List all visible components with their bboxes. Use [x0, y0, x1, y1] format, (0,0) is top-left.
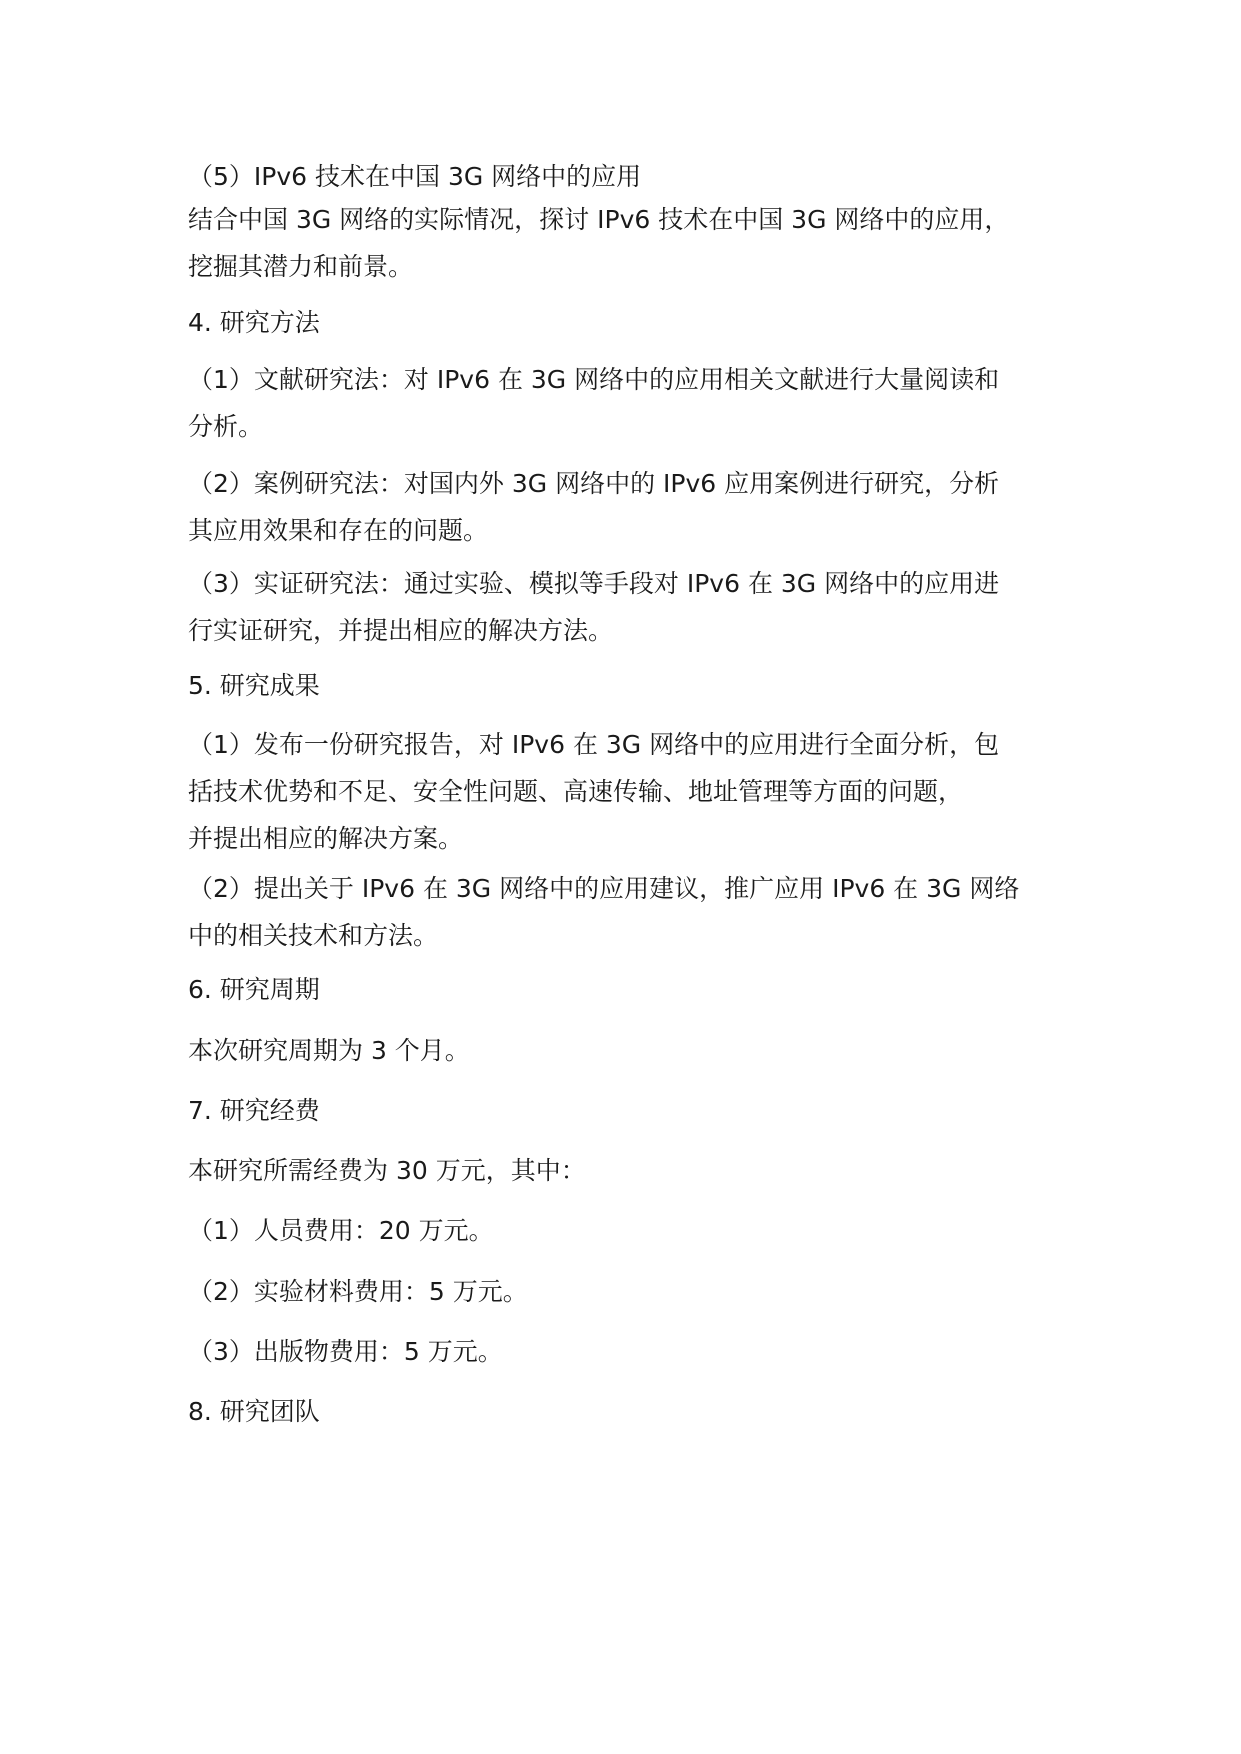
paragraph-ipv6-china-3g-body — [188, 196, 1068, 290]
paragraph-line: （2）案例研究法：对国内外 3G 网络中的 IPv6 应用案例进行研究，分析 — [188, 469, 1000, 498]
section-heading-research-team — [188, 1388, 1068, 1435]
paragraph-line: 其应用效果和存在的问题。 — [188, 516, 489, 545]
paragraph-line: （1）文献研究法：对 IPv6 在 3G 网络中的应用相关文献进行大量阅读和 — [188, 365, 1000, 394]
section-heading-research-results — [188, 662, 1068, 709]
section-heading-text: 6. 研究周期 — [188, 975, 320, 1004]
paragraph-line: （3）实证研究法：通过实验、模拟等手段对 IPv6 在 3G 网络中的应用进 — [188, 569, 1000, 598]
paragraph-line: （1）人员费用：20 万元。 — [188, 1216, 494, 1245]
section-heading-text: 4. 研究方法 — [188, 308, 320, 337]
paragraph-ipv6-china-3g-heading — [188, 153, 1068, 200]
paragraph-application-suggestions — [188, 865, 1068, 959]
list-item-publication-cost — [188, 1328, 1068, 1375]
paragraph-line: 行实证研究，并提出相应的解决方法。 — [188, 616, 614, 645]
paragraph-line: （1）发布一份研究报告，对 IPv6 在 3G 网络中的应用进行全面分析，包 — [188, 730, 1000, 759]
section-heading-text: 8. 研究团队 — [188, 1397, 320, 1426]
paragraph-line: 本次研究周期为 3 个月。 — [188, 1036, 470, 1065]
paragraph-funding-total — [188, 1147, 1068, 1194]
section-heading-research-funding — [188, 1087, 1068, 1134]
paragraph-research-period — [188, 1027, 1068, 1074]
paragraph-research-report — [188, 721, 1068, 862]
list-item-material-cost — [188, 1268, 1068, 1315]
section-heading-text: 5. 研究成果 — [188, 671, 320, 700]
paragraph-line: （2）实验材料费用：5 万元。 — [188, 1277, 528, 1306]
paragraph-literature-method — [188, 356, 1068, 450]
paragraph-line: 挖掘其潜力和前景。 — [188, 252, 414, 281]
paragraph-line: 括技术优势和不足、安全性问题、高速传输、地址管理等方面的问题， — [188, 777, 964, 806]
paragraph-line: 并提出相应的解决方案。 — [188, 824, 464, 853]
paragraph-line: （3）出版物费用：5 万元。 — [188, 1337, 503, 1366]
paragraph-case-method — [188, 460, 1068, 554]
section-heading-text: 7. 研究经费 — [188, 1096, 320, 1125]
paragraph-line: 结合中国 3G 网络的实际情况，探讨 IPv6 技术在中国 3G 网络中的应用， — [188, 205, 1010, 234]
list-item-personnel-cost — [188, 1207, 1068, 1254]
paragraph-line: 中的相关技术和方法。 — [188, 921, 439, 950]
section-heading-research-methods — [188, 299, 1068, 346]
paragraph-line: （2）提出关于 IPv6 在 3G 网络中的应用建议，推广应用 IPv6 在 3G 网络 — [188, 874, 1020, 903]
section-heading-research-period — [188, 966, 1068, 1013]
paragraph-empirical-method — [188, 560, 1068, 654]
paragraph-line: 分析。 — [188, 412, 264, 441]
paragraph-line: 本研究所需经费为 30 万元，其中： — [188, 1156, 586, 1185]
paragraph-line: （5）IPv6 技术在中国 3G 网络中的应用 — [188, 162, 642, 191]
